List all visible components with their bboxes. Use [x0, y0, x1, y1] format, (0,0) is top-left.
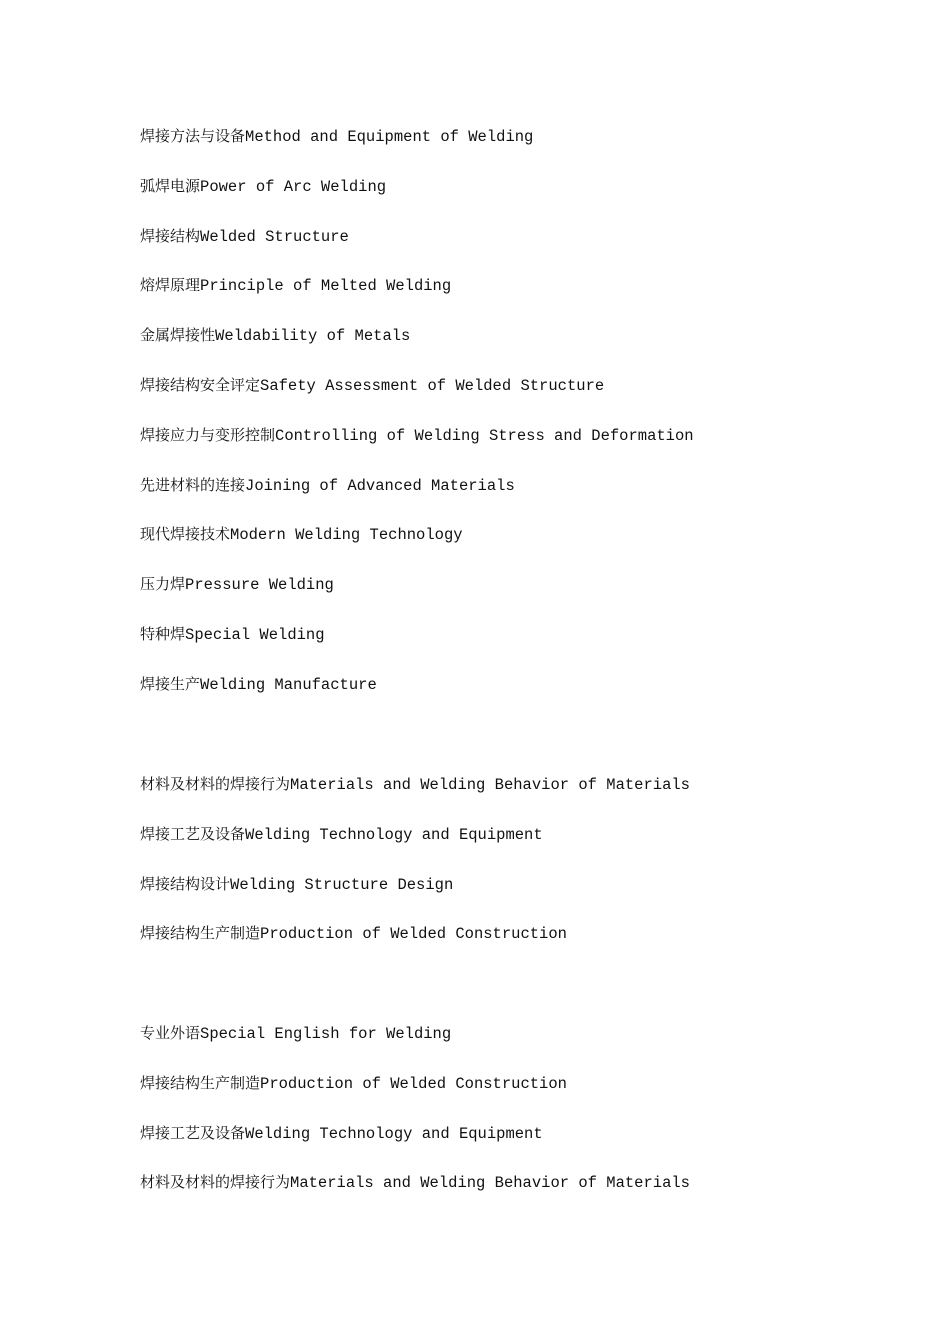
course-name-zh: 弧焊电源	[140, 176, 201, 195]
course-term	[140, 323, 694, 373]
course-term	[140, 1121, 690, 1171]
course-term	[140, 1021, 690, 1071]
course-name-en: Method and Equipment of Welding	[245, 128, 534, 146]
course-name-en: Weldability of Metals	[215, 327, 411, 346]
course-list-group-1	[140, 124, 694, 722]
course-name-en: Welding Structure Design	[230, 875, 454, 894]
course-name-en: Welding Technology and Equipment	[245, 825, 543, 844]
course-name-zh: 焊接结构	[140, 226, 201, 245]
course-term	[140, 224, 694, 274]
course-term	[140, 772, 690, 822]
course-name-zh: 焊接结构生产制造	[140, 1073, 261, 1092]
course-name-zh: 焊接工艺及设备	[140, 1123, 246, 1142]
course-name-en: Pressure Welding	[185, 576, 334, 595]
course-name-en: Materials and Welding Behavior of Materials	[290, 1174, 690, 1193]
course-name-zh: 焊接应力与变形控制	[140, 425, 276, 444]
course-name-zh: 压力焊	[140, 575, 186, 594]
course-term	[140, 473, 694, 523]
course-name-en: Modern Welding Technology	[230, 526, 463, 545]
course-list-group-3	[140, 1021, 690, 1220]
course-name-en: Safety Assessment of Welded Structure	[260, 376, 605, 395]
course-name-en: Special Welding	[185, 625, 325, 644]
course-name-zh: 焊接结构生产制造	[140, 924, 261, 943]
course-term	[140, 174, 694, 224]
course-term	[140, 921, 690, 971]
course-name-zh: 金属焊接性	[140, 326, 216, 345]
course-name-zh: 材料及材料的焊接行为	[140, 1173, 291, 1192]
course-name-zh: 焊接结构设计	[140, 874, 231, 893]
course-name-zh: 特种焊	[140, 624, 186, 643]
course-term	[140, 1071, 690, 1121]
course-name-zh: 专业外语	[140, 1024, 201, 1042]
course-term	[140, 124, 694, 174]
course-name-en: Special English for Welding	[200, 1025, 452, 1043]
course-name-en: Controlling of Welding Stress and Deformation	[275, 426, 694, 445]
course-term	[140, 273, 694, 323]
course-name-en: Production of Welded Construction	[260, 925, 567, 944]
course-name-zh: 现代焊接技术	[140, 525, 231, 544]
course-name-en: Welded Structure	[200, 227, 349, 246]
course-name-en: Materials and Welding Behavior of Materials	[290, 776, 690, 794]
course-name-zh: 焊接方法与设备	[140, 127, 246, 145]
course-name-zh: 焊接生产	[140, 674, 201, 693]
course-name-zh: 焊接结构安全评定	[140, 375, 261, 394]
course-name-zh: 先进材料的连接	[140, 475, 246, 494]
course-list-group-2	[140, 772, 690, 971]
course-term	[140, 1170, 690, 1220]
course-name-en: Welding Technology and Equipment	[245, 1124, 543, 1143]
course-name-en: Power of Arc Welding	[200, 177, 387, 196]
course-term	[140, 822, 690, 872]
course-name-en: Principle of Melted Welding	[200, 277, 452, 296]
course-term	[140, 522, 694, 572]
course-name-en: Production of Welded Construction	[260, 1074, 567, 1093]
course-term	[140, 872, 690, 922]
course-term	[140, 622, 694, 672]
course-name-zh: 焊接工艺及设备	[140, 824, 246, 843]
course-term	[140, 572, 694, 622]
course-name-en: Welding Manufacture	[200, 675, 377, 694]
course-term	[140, 373, 694, 423]
course-name-zh: 材料及材料的焊接行为	[140, 775, 291, 793]
course-term	[140, 672, 694, 722]
course-name-zh: 熔焊原理	[140, 276, 201, 295]
course-name-en: Joining of Advanced Materials	[245, 476, 515, 495]
course-term	[140, 423, 694, 473]
